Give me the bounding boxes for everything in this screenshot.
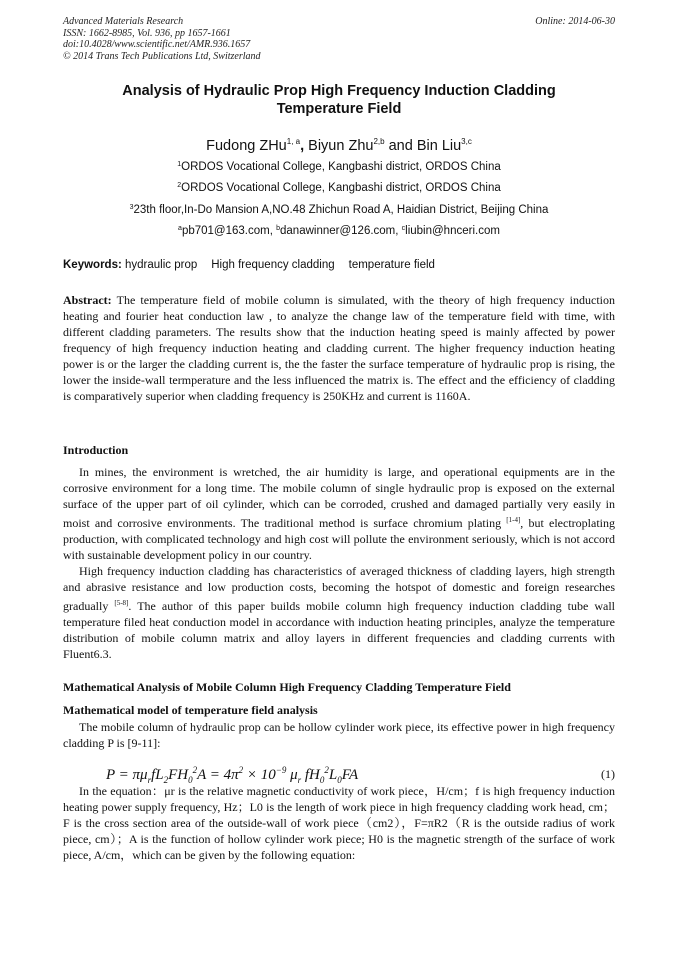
copyright-line: © 2014 Trans Tech Publications Ltd, Switzerland — [63, 50, 261, 62]
intro-paragraph-1 — [63, 464, 615, 563]
email-link[interactable]: pb701@163.com, — [181, 225, 277, 237]
citation[interactable]: [1-4] — [506, 516, 521, 524]
author-name: Fudong ZHu — [206, 138, 287, 154]
affiliation-mark: 1 — [177, 161, 182, 168]
affiliation-text: ORDOS Vocational College, Kangbashi district, ORDOS China — [181, 182, 501, 194]
email-mark: a — [178, 225, 182, 232]
section-heading-introduction: Introduction — [63, 443, 129, 457]
journal-name: Advanced Materials Research — [63, 16, 184, 27]
math-paragraph-1: The mobile column of hydraulic prop can be hollow cylinder work piece, its effective power in high frequency cladding P is [9-11]: — [63, 720, 615, 750]
paragraph-text: , but electroplating production, with complicated technology and high cost will pollute the environment seriously, which is not accord with sustainable development policy in our country. — [63, 516, 615, 562]
author-affiliation-mark: 3,c — [461, 137, 472, 146]
affiliation-3 — [63, 201, 615, 217]
paragraph-text: High frequency induction cladding has characteristics of averaged thickness of cladding layers, high strength and abrasive resistance and low production costs, becoming the hotspot of domestic and foreign researches gradually — [63, 564, 615, 613]
paragraph-text: . The author of this paper builds mobile column high frequency induction cladding tube wall temperature filed heat conduction model in accordance with induction heating principles, analyze the temperature distribution of mobile column matrix and alloy layers in different frequencies and cladding currents with Fluent6.3. — [63, 599, 615, 661]
issn-line: ISSN: 1662-8985, Vol. 936, pp 1657-1661 — [63, 27, 231, 39]
paper-title — [63, 82, 615, 118]
affiliation-mark: 3 — [129, 204, 134, 211]
affiliation-text: 23th floor,In-Do Mansion A,NO.48 Zhichun Road A, Haidian District, Beijing China — [133, 204, 549, 216]
affiliation-text: ORDOS Vocational College, Kangbashi district, ORDOS China — [181, 161, 501, 173]
keywords-label: Keywords: — [63, 259, 122, 271]
title-line-2: Temperature Field — [276, 101, 402, 117]
title-line-1: Analysis of Hydraulic Prop High Frequency Induction Cladding — [122, 83, 556, 99]
author-name: Bin Liu — [416, 138, 462, 154]
abstract-text: The temperature field of mobile column is simulated, with the theory of high frequency induction heating and fourier heat conduction law , to analyze the change law of the temperature field with time, with different cladding parameters. The results show that the induction heating speed is mainly affected by power frequency of high frequency induction heating and cladding current. The higher frequency induction heating power is or the larger the cladding current is, the the faster the surface temperature of hydraulic prop is rising, the lower the inside-wall termperature and the less influenced the matrix is. The effect and the efficiency of cladding is comparatively superior when cladding frequency is 250KHz and current is 1160A. — [63, 293, 615, 403]
author-affiliation-mark: 1, a — [286, 137, 301, 146]
keyword: High frequency cladding — [211, 259, 335, 271]
equation-1: $P = \pi\mu_rfL_2FH_0^2A = 4\pi^2 \times 10^{-9}$ $\mu_r$ $fH_0^2L_0FA$ — [106, 765, 359, 785]
affiliation-mark: 2 — [177, 182, 182, 189]
math-paragraph-2: In the equation：μr is the relative magnetic conductivity of work piece，H/cm；f is high frequency induction heating power supply frequency, Hz；L0 is the length of work piece in high frequency cladding work head, cm；F is the cross section area of the outside-wall of work piece（cm2），F=πR2（R is the outside radius of work piece, cm）；A is the function of hollow cylinder work piece; H0 is the magnetic strength of the surface of work piece, A/cm，which can be given by the following equation: — [63, 784, 615, 862]
abstract — [63, 292, 615, 404]
keywords-line — [63, 258, 615, 272]
equation-number: (1) — [601, 767, 615, 781]
author-list — [63, 133, 615, 155]
paragraph-text: In mines, the environment is wretched, the air humidity is large, and operational equipments are in the corrosive environment for a long time. The mobile column of single hydraulic prop is exposed on the external surface of the upper part of oil cylinder, which can be corroded, crushed and damaged partially very easily in moist and corrosive environments. The traditional method is surface chromium plating — [63, 465, 615, 530]
author-name: Biyun Zhu — [308, 138, 374, 154]
affiliation-2 — [63, 179, 615, 195]
author-separator: , — [300, 138, 309, 154]
keyword: hydraulic prop — [125, 259, 198, 271]
author-separator: and — [384, 138, 417, 154]
citation[interactable]: [5-8] — [114, 599, 129, 607]
online-date: Online: 2014-06-30 — [535, 16, 615, 27]
abstract-label: Abstract: — [63, 293, 112, 307]
journal-header — [63, 16, 261, 62]
keyword: temperature field — [348, 259, 435, 271]
email-link[interactable]: danawinner@126.com, — [280, 225, 402, 237]
email-link[interactable]: liubin@hnceri.com — [405, 225, 500, 237]
author-affiliation-mark: 2,b — [373, 137, 385, 146]
affiliation-1 — [63, 158, 615, 174]
email-mark: b — [276, 225, 281, 232]
subsection-heading: Mathematical model of temperature field analysis — [63, 703, 318, 717]
email-mark: c — [401, 225, 406, 232]
intro-paragraph-2 — [63, 563, 615, 662]
author-emails — [63, 222, 615, 238]
section-heading-math: Mathematical Analysis of Mobile Column High Frequency Cladding Temperature Field — [63, 680, 511, 694]
doi-line[interactable]: doi:10.4028/www.scientific.net/AMR.936.1657 — [63, 39, 251, 50]
